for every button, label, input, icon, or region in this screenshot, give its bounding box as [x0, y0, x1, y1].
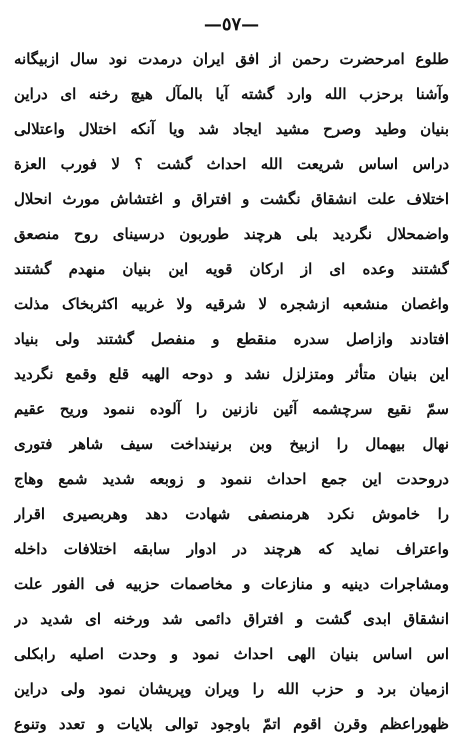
text-line: واضمحلال نگردید بلی هرچند طوربون درسینای روح منصعق	[14, 225, 449, 243]
text-line: را خاموش نکرد هرمنصفی شهادت دهد وهربصیری اقرار	[14, 505, 449, 523]
text-line: نهال بیهمال را ازبیخ وبن برنینداخت سیف شاهر فتوری	[14, 435, 449, 453]
text-line: واعتراف نماید که هرچند در ادوار سابقه اختلافات داخله	[14, 540, 449, 558]
page-number: —٥٧—	[203, 14, 260, 35]
text-line: سمّ نقیع سرچشمه آئین نازنین را آلوده ننمود وریح عقیم	[14, 400, 449, 418]
text-line: طلوع امرحضرت رحمن از افق ایران درمدت نود سال ازبیگانه	[14, 50, 449, 68]
text-line: وآشنا برحزب الله وارد گشته آیا بالمآل هیچ رخنه ای دراین	[14, 85, 449, 103]
body-text	[14, 42, 449, 742]
text-line: ومشاجرات دینیه و منازعات و مخاصمات حزبیه فی الفور علت	[14, 575, 449, 593]
text-line: این بنیان متأثر ومتزلزل نشد و دوحه الهیه قلع وقمع نگردید	[14, 365, 449, 383]
text-line: دراس اساس شریعت الله احداث گشت ؟ لا فورب العزة	[14, 155, 449, 173]
text-line: واغصان منشعبه ازشجره لا شرقیه ولا غربیه اکثربخاک مذلت	[14, 295, 449, 313]
text-line: اس اساس بنیان الهی احداث نمود و وحدت اصلیه رابکلی	[14, 645, 449, 663]
text-line: اختلاف علت انشقاق نگشت و افتراق و اغتشاش مورث انحلال	[14, 190, 449, 208]
text-line: ازمیان برد و حزب الله را ویران وپریشان نمود ولی دراین	[14, 680, 449, 698]
text-line: افتادند وازاصل سدره منقطع و منفصل گشتند ولی بنیاد	[14, 330, 449, 348]
text-line: بنیان وطید وصرح مشید ایجاد شد ویا آنکه اختلال واعتلالی	[14, 120, 449, 138]
text-line: دروحدت این جمع احداث ننمود و زوبعه شدید شمع وهاج	[14, 470, 449, 488]
text-line: گشتند وعده ای از ارکان قویه این بنیان منهدم گشتند	[14, 260, 449, 278]
text-line: ظهوراعظم وقرن اقوم اتمّ باوجود توالی بلایات و تعدد وتنوع	[14, 715, 449, 733]
text-line: انشقاق ابدی گشت و افتراق دائمی شد ورخنه ای شدید در	[14, 610, 449, 628]
